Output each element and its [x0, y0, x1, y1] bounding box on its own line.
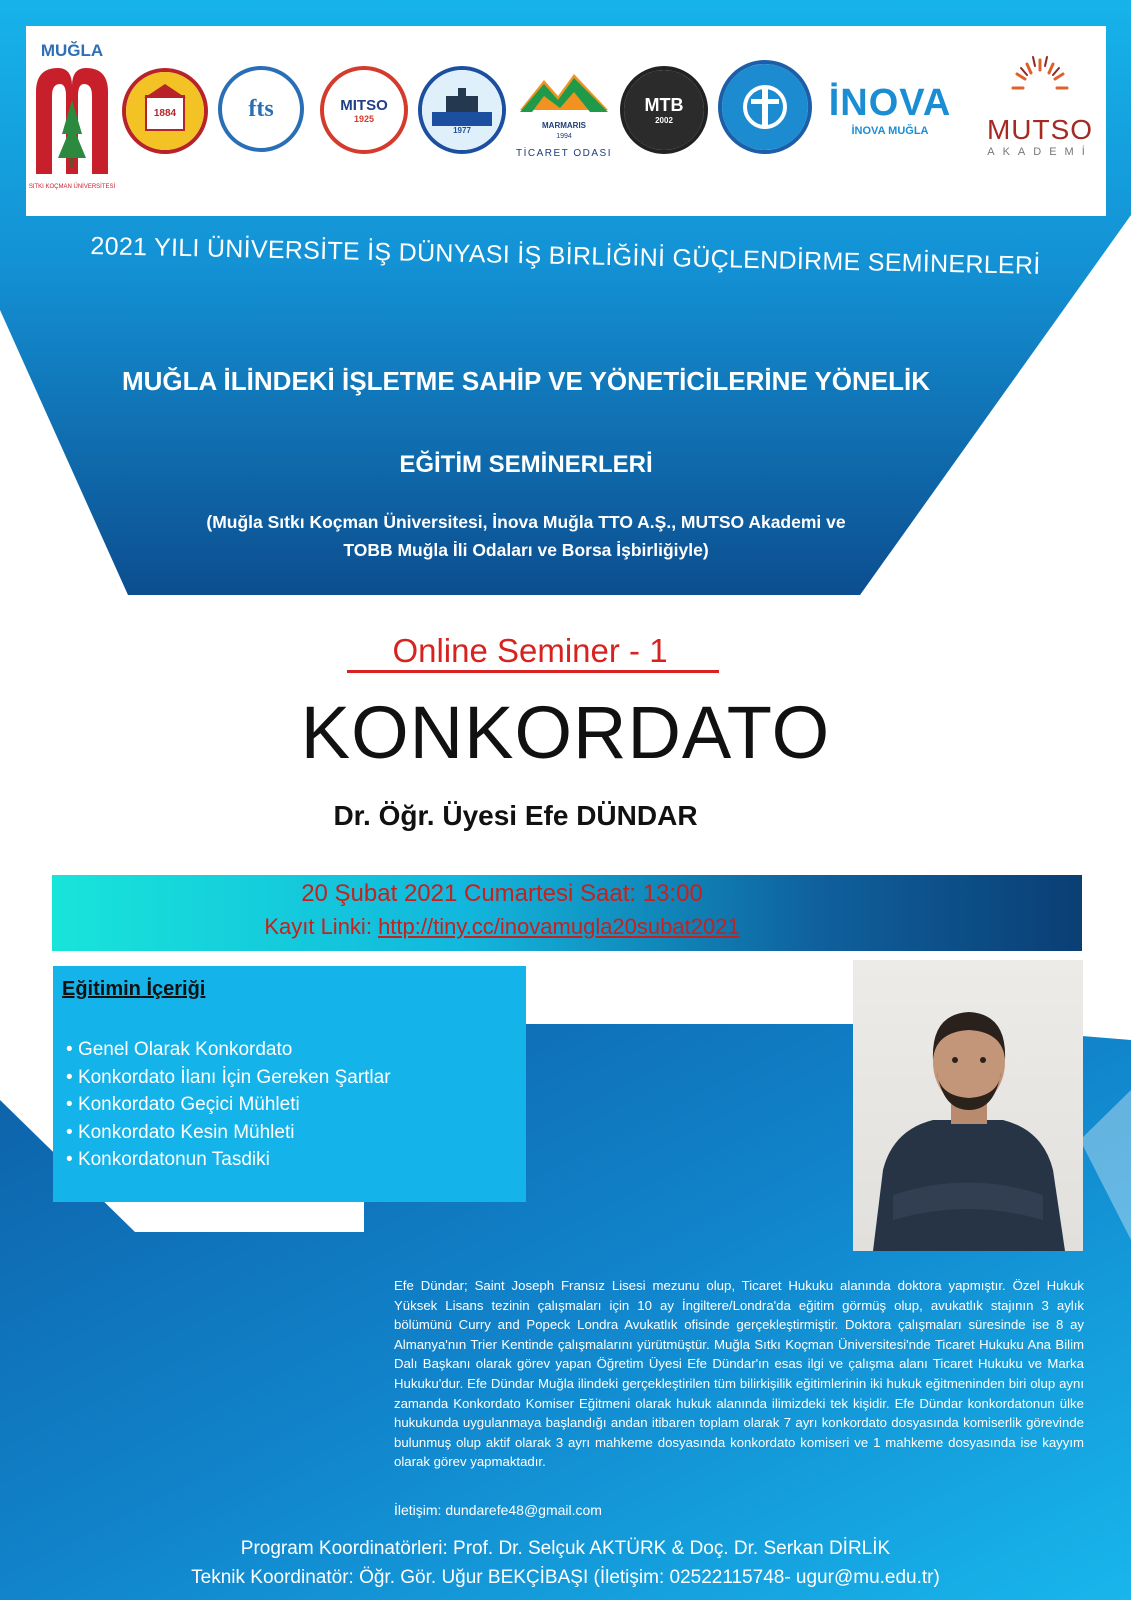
speaker-name: Dr. Öğr. Üyesi Efe DÜNDAR [333, 800, 698, 831]
mutso-sunburst-icon [1005, 52, 1075, 122]
registration-row [0, 914, 1004, 940]
mtb-logo-year: 2002 [655, 116, 673, 125]
speaker-photo [853, 960, 1083, 1251]
ticaret-sanayi-odasi-logo [122, 68, 208, 154]
program-coordinators: Program Koordinatörleri: Prof. Dr. Selçuk AKTÜRK & Doç. Dr. Serkan DİRLİK [240, 1538, 891, 1559]
mitso-logo [320, 66, 408, 154]
marmaris-logo-ring: TİCARET ODASI [516, 148, 612, 159]
marmaris-to-logo [514, 62, 614, 162]
series-title: 2021 YILI ÜNİVERSİTE İŞ DÜNYASI İŞ BİRLİĞİNİ GÜÇLENDİRME SEMİNERLERİ [90, 232, 1041, 280]
tso-year: 1884 [153, 108, 177, 119]
headline-line-2: EĞİTİM SEMİNERLERİ [399, 451, 653, 478]
mutso-logo-name: MUTSO [986, 114, 1094, 145]
fethiye-logo-center: fts [248, 95, 274, 122]
seminar-topic: KONKORDATO [300, 691, 831, 774]
bodrum-to-logo [418, 66, 506, 154]
headline-line-1: MUĞLA İLİNDEKİ İŞLETME SAHİP VE YÖNETİCİLERİNE YÖNELİK [121, 366, 931, 396]
mutso-akademi-logo [976, 30, 1104, 180]
logo-bar [26, 26, 1106, 216]
inova-logo-sub: İNOVA MUĞLA [851, 124, 929, 137]
technical-coordinator: Teknik Koordinatör: Öğr. Gör. Uğur BEKÇİBAŞI (İletişim: 02522115748- ugur@mu.edu.tr) [191, 1567, 940, 1588]
inova-logo-name: İNOVA [828, 81, 952, 124]
mugla-logo-title: MUĞLA [40, 41, 104, 60]
seminar-label-underline [347, 670, 719, 673]
mitso-logo-center: MITSO [340, 96, 388, 114]
mtb-logo-center: MTB [644, 95, 684, 115]
mutso-logo-sub: AKADEMİ [987, 146, 1093, 158]
inova-logo [810, 76, 970, 142]
list-item: • Konkordato İlanı İçin Gereken Şartlar [66, 1064, 391, 1092]
content-title: Eğitimin İçeriği [62, 978, 206, 1000]
partners-line-2: TOBB Muğla İli Odaları ve Borsa İşbirliğiyle) [343, 540, 709, 560]
marmaris-logo-year: 1994 [556, 133, 572, 140]
partners-text [0, 508, 1052, 564]
list-item: • Konkordatonun Tasdiki [66, 1146, 391, 1174]
registration-label: Kayıt Linki: [264, 914, 372, 939]
mtb-logo [620, 66, 708, 154]
list-item: • Genel Olarak Konkordato [66, 1036, 391, 1064]
seminar-label: Online Seminer - 1 [392, 632, 668, 669]
speaker-contact: İletişim: dundarefe48@gmail.com [394, 1502, 602, 1518]
date-time: 20 Şubat 2021 Cumartesi Saat: 13:00 [301, 880, 703, 907]
imeak-dto-logo [718, 60, 812, 154]
bodrum-logo-year: 1977 [453, 125, 471, 135]
mugla-university-logo [28, 34, 116, 194]
mugla-logo-ring-text: SITKI KOÇMAN ÜNİVERSİTESİ [28, 184, 116, 190]
marmaris-logo-label: MARMARIS [542, 121, 586, 130]
content-list [66, 1036, 391, 1174]
speaker-bio: Efe Dündar; Saint Joseph Fransız Lisesi mezunu olup, Ticaret Hukuku alanında doktora yapmıştır. Özel Hukuk Yüksek Lisans tezinin çalışmaları için 10 ay İngiltere/Londra'da eğitim görmüş olup, avukatlık stajının 3 aylık bölümünü Curry and Popeck Londra Avukatlık ofisinde gerçekleştirmiştir. Doktora çalışmaları süresinde ise 8 ay Almanya'nın Trier Kentinde çalışmalarını yürütmüştür. Muğla Sıtkı Koçman Üniversitesi'nde Ticaret Hukuku Ana Bilim Dalı Başkanı olarak görev yapan Öğretim Üyesi Efe Dündar'ın esas ilgi ve çalışma alanı Ticaret Hukuku ve Marka Hukuku'dur. Efe Dündar Muğla ilindeki gerçekleştirilen tüm bilirkişilik eğitimlerinin iki hukuk eğitmeninden biri olup aynı zamanda Konkordato Komiser Eğitmeni olarak hukuk alanında ilimizdeki tek kişidir. Efe Dündar konkordatonun ülke hukukunda uygulanmaya başlandığı andan itibaren toplam olarak 7 ayrı konkordato dosyasında komiserlik görevinde bulunmuş olup aktif olarak 3 ayrı mahkeme dosyasında konkordato komiseri ve 1 mahkeme dosyasında ise kayyım olarak görev yapmaktadır. [394, 1278, 1084, 1470]
list-item: • Konkordato Geçici Mühleti [66, 1091, 391, 1119]
list-item: • Konkordato Kesin Mühleti [66, 1119, 391, 1147]
fethiye-tso-logo [218, 66, 304, 152]
registration-link[interactable]: http://tiny.cc/inovamugla20subat2021 [378, 914, 740, 939]
mitso-logo-year: 1925 [353, 113, 375, 124]
partners-line-1: (Muğla Sıtkı Koçman Üniversitesi, İnova Muğla TTO A.Ş., MUTSO Akademi ve [206, 512, 846, 532]
